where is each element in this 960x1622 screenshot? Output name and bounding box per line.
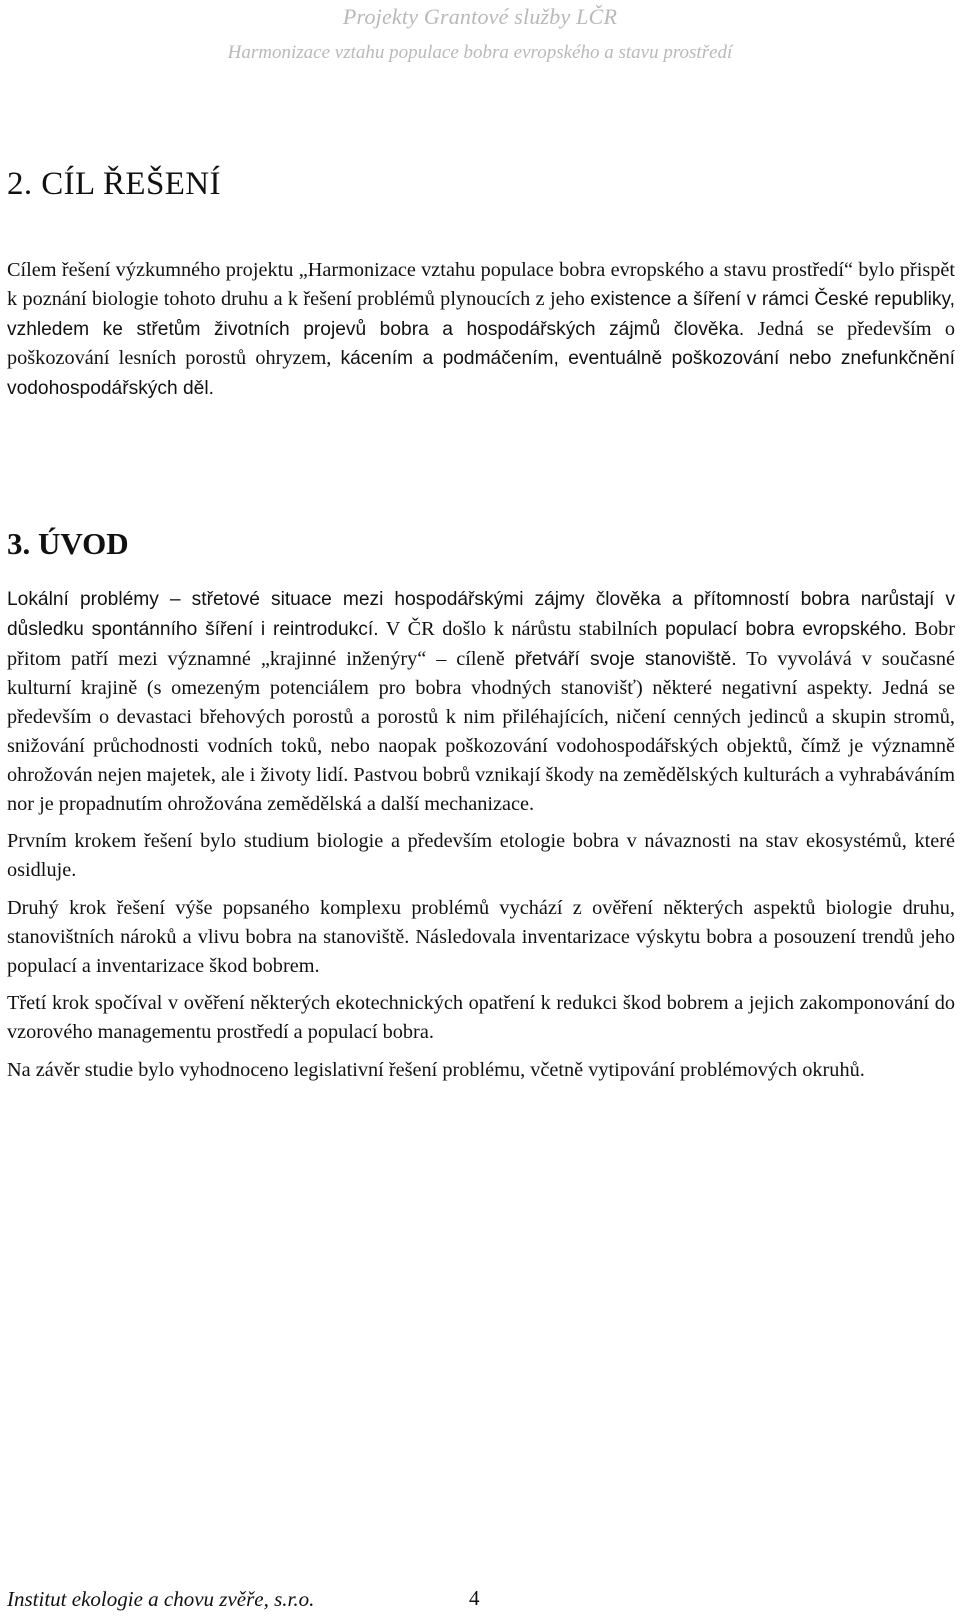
section-2-text-intro: Cílem řešení výzkumného projektu „Harmonizace vztahu populace bobra evropského a stavu prostředí“ bylo přispět k poznání biologie tohoto druhu a k řešení problémů plynoucích z jeho — [7, 259, 955, 310]
section-3-p1-serif-b: Bobr přitom patří mezi významné „krajinné inženýry“ – cíleně — [7, 617, 955, 670]
footer-page-number: 4 — [469, 1586, 480, 1610]
header-title-line: Harmonizace vztahu populace bobra evropského a stavu prostředí — [227, 42, 733, 63]
section-2-paragraph — [7, 256, 955, 404]
section-3-heading: 3. ÚVOD — [7, 526, 129, 561]
section-3-p1-sans-b: populací bobra evropského. — [665, 618, 907, 640]
section-3-paragraph-2: Prvním krokem řešení bylo studium biologie a především etologie bobra v návaznosti na stav ekosystémů, které osidluje. — [7, 830, 955, 882]
section-3-paragraph-4: Třetí krok spočíval v ověření některých ekotechnických opatření k redukci škod bobrem a jejich zakomponování do vzorového managementu prostředí a populací bobra. — [7, 992, 955, 1044]
section-2-text-sans-2: kácením a podmáčením, eventuálně poškozování nebo znefunkčnění vodohospodářských děl. — [7, 348, 955, 400]
section-3-p1-serif-c: To vyvolává v současné kulturní krajině (s omezeným potenciálem pro bobra vhodných stanovišť) některé negativní aspekty. Jedná se především o devastaci břehových porostů a porostů k nim přiléhajících, ničení cenných jedinců a skupin stromů, snižování průchodnosti vodních toků, nebo naopak poškozování vodohospodářských objektů, čímž je významně ohrožován nejen majetek, ale i životy lidí. Pastvou bobrů vznikají škody na zemědělských kulturách a vyhrabáváním nor je propadnutím ohrožována zemědělská a další mechanizace. — [7, 647, 955, 815]
section-3-body — [7, 585, 955, 1085]
footer-institute: Institut ekologie a chovu zvěře, s.r.o. — [7, 1587, 315, 1611]
section-3-paragraph-5: Na závěr studie bylo vyhodnoceno legislativní řešení problému, včetně vytipování problémových okruhů. — [7, 1058, 865, 1081]
section-2-text-sans: existence a šíření v rámci České republiky, vzhledem ke střetům životních projevů bobra a hospodářských zájmů člověka. — [7, 288, 955, 340]
section-3-p1-sans-lead: Lokální problémy – střetové situace mezi hospodářskými zájmy člověka a přítomností bobra narůstají v důsledku spontánního šíření i reintrodukcí. — [7, 589, 955, 640]
header-project-line: Projekty Grantové služby LČR — [342, 4, 618, 29]
section-3-paragraph-1 — [7, 585, 955, 818]
section-2-heading: 2. CÍL ŘEŠENÍ — [7, 166, 221, 202]
section-2-text-end: Jedná se především o poškozování lesních porostů ohryzem, — [7, 317, 955, 370]
section-3-p1-serif-a: V ČR došlo k nárůstu stabilních — [378, 617, 666, 640]
section-2-body — [7, 256, 955, 404]
section-3-p1-sans-c: přetváří svoje stanoviště. — [514, 648, 737, 670]
section-3-paragraph-3: Druhý krok řešení výše popsaného komplexu problémů vychází z ověření některých aspektů biologie druhu, stanovištních nároků a vlivu bobra na stanoviště. Následovala inventarizace výskytu bobra a posouzení trendů jeho populací a inventarizace škod bobrem. — [7, 896, 955, 977]
